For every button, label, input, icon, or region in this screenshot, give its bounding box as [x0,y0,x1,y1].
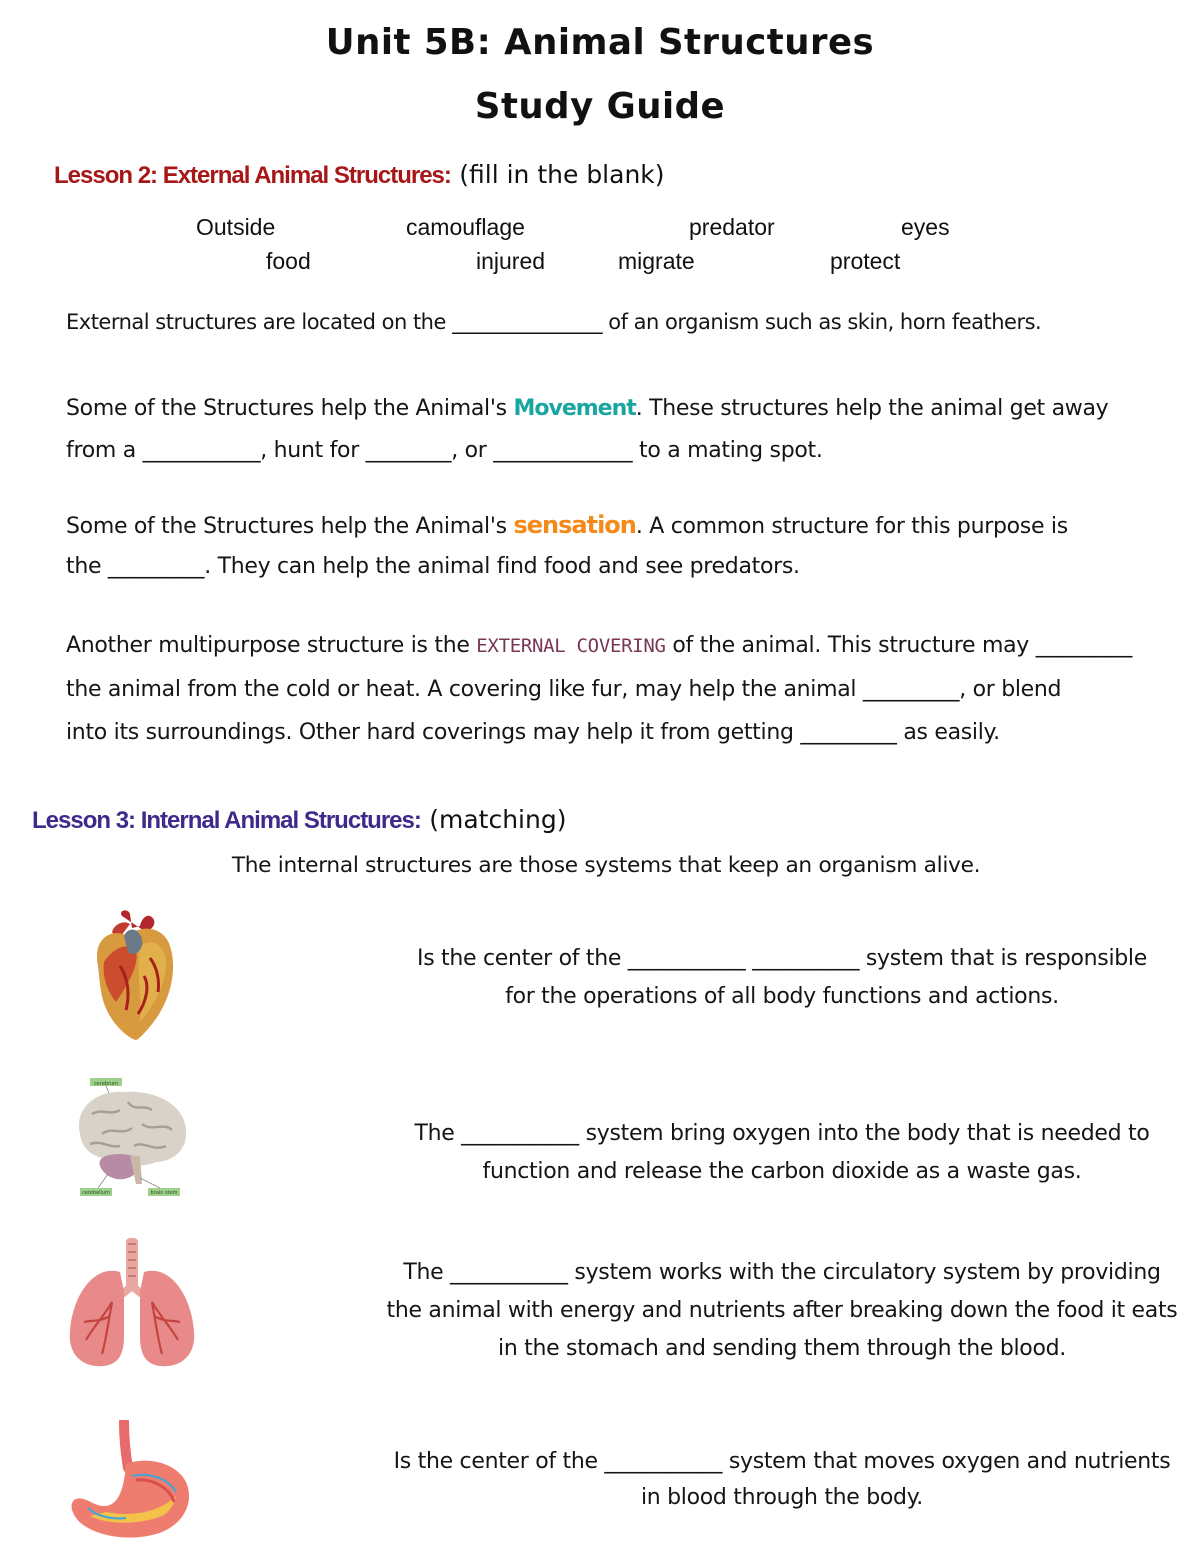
matching-item-4-line1: Is the center of the ___________ system that moves oxygen and nutrients [393,1449,1171,1474]
word-bank-item: injured [476,248,546,274]
paragraph-movement-line2: from a ___________, hunt for ________, or _____________ to a mating spot. [66,438,823,463]
matching-item-2-line2: function and release the carbon dioxide as a waste gas. [482,1159,1082,1184]
text: . A common structure for this purpose is [635,514,1068,539]
word-bank-item: migrate [618,248,695,274]
brain-label-cerebellum: cerebellum [82,1190,110,1196]
lungs-icon [64,1236,200,1372]
matching-item-1-line1: Is the center of the ___________ __________ system that is responsible [417,946,1147,971]
paragraph-covering-line3: into its surroundings. Other hard coverings may help it from getting _________ as easily. [66,720,1000,745]
matching-item-3-line1: The ___________ system works with the circulatory system by providing [403,1260,1161,1285]
lesson3-title: Lesson 3: Internal Animal Structures: [32,807,421,834]
text: of the animal. This structure may _________ [665,633,1133,658]
brain-icon [72,1074,192,1199]
movement-highlight: Movement [513,396,636,421]
matching-item-3-line2: the animal with energy and nutrients after breaking down the food it eats [386,1298,1178,1323]
text: Another multipurpose structure is the [66,633,477,658]
paragraph-sensation-line1 [66,511,1068,539]
text: Some of the Structures help the Animal's [66,396,514,421]
matching-item-3-line3: in the stomach and sending them through the blood. [498,1336,1066,1361]
matching-item-2-line1: The ___________ system bring oxygen into the body that is needed to [414,1121,1150,1146]
stomach-icon [66,1420,198,1542]
lesson2-instruction: (fill in the blank) [459,160,665,189]
paragraph-external: External structures are located on the _______________ of an organism such as skin, horn feathers. [66,310,1042,334]
sensation-highlight: sensation [513,511,636,539]
paragraph-sensation-line2: the _________. They can help the animal find food and see predators. [66,554,800,579]
heart-icon [84,906,184,1046]
word-bank-item: food [266,248,311,274]
paragraph-movement-line1 [66,396,1108,421]
word-bank-item: predator [689,214,775,240]
matching-item-1-line2: for the operations of all body functions and actions. [505,984,1059,1009]
covering-highlight: EXTERNAL COVERING [476,635,666,657]
word-bank-item: Outside [196,214,276,240]
lesson3-heading [32,805,566,835]
word-bank-item: camouflage [406,214,525,240]
lesson3-intro: The internal structures are those systems that keep an organism alive. [231,853,981,878]
text: Some of the Structures help the Animal's [66,514,514,539]
text: . These structures help the animal get away [635,396,1109,421]
brain-label-cerebrum: cerebrum [93,1081,119,1087]
lesson3-instruction: (matching) [429,805,567,834]
matching-item-4-line2: in blood through the body. [640,1485,923,1510]
paragraph-covering-line2: the animal from the cold or heat. A covering like fur, may help the animal _________, or blend [66,677,1062,702]
brain-label-brain-stem: brain stem [150,1190,178,1196]
lesson2-title: Lesson 2: External Animal Structures: [54,162,451,189]
page-title: Unit 5B: Animal Structures [325,22,875,63]
lesson2-heading [54,160,665,190]
word-bank-item: protect [830,248,901,274]
word-bank-item: eyes [901,214,950,240]
page-subtitle: Study Guide [474,86,726,127]
paragraph-covering-line1 [66,633,1132,658]
